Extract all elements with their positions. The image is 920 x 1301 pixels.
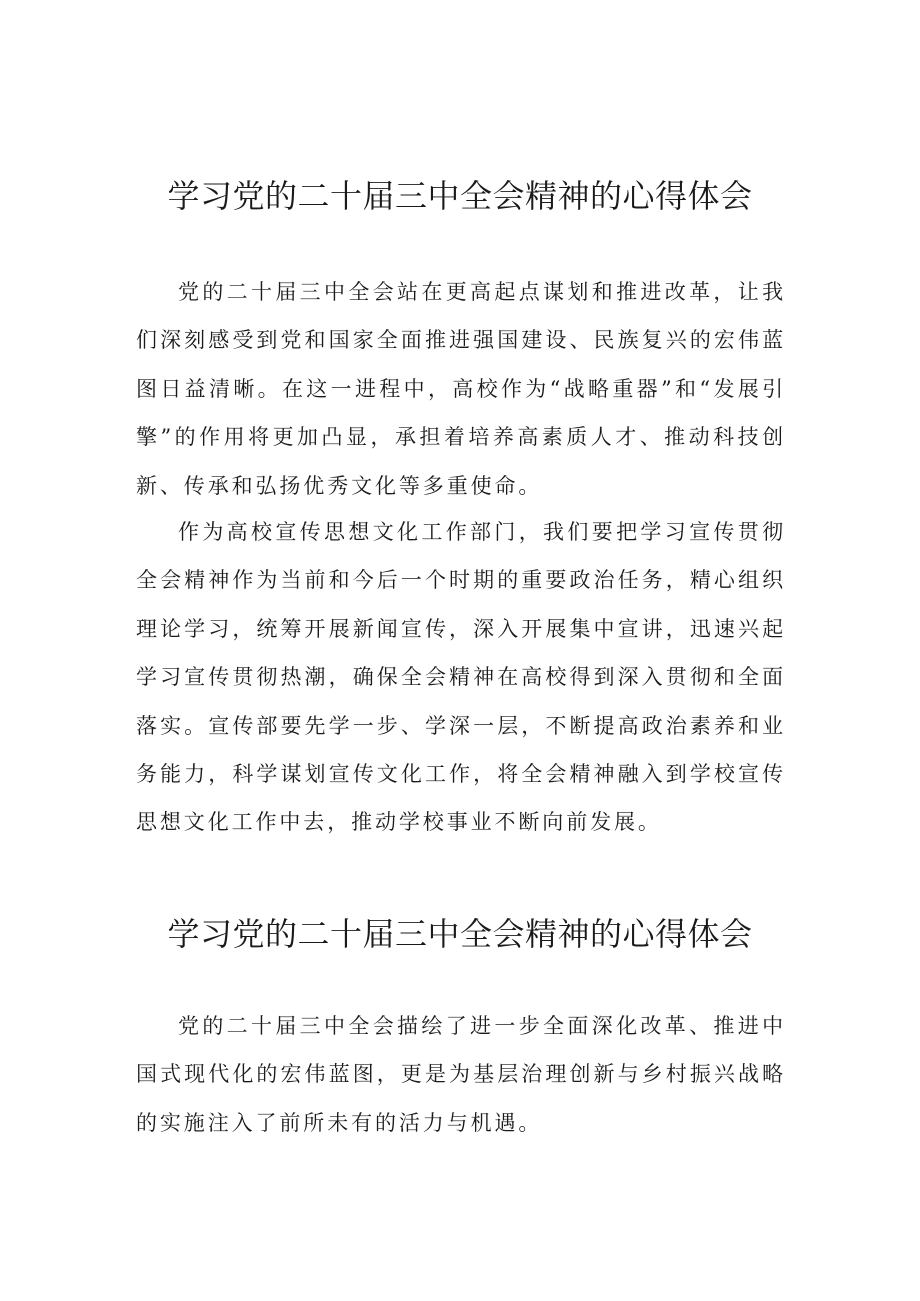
- section-1-paragraph-2: 作为高校宣传思想文化工作部门，我们要把学习宣传贯彻全会精神作为当前和今后一个时期的重要政治任务，精心组织理论学习，统筹开展新闻宣传，深入开展集中宣讲，迅速兴起学习宣传贯彻热潮，确保全会精神在高校得到深入贯彻和全面落实。宣传部要先学一步、学深一层，不断提高政治素养和业务能力，科学谋划宣传文化工作，将全会精神融入到学校宣传思想文化工作中去，推动学校事业不断向前发展。: [136, 520, 786, 835]
- section-1-paragraph-1: 党的二十届三中全会站在更高起点谋划和推进改革，让我们深刻感受到党和国家全面推进强国建设、民族复兴的宏伟蓝图日益清晰。在这一进程中，高校作为“战略重器”和“发展引擎”的作用将更加凸显，承担着培养高素质人才、推动科技创新、传承和弘扬优秀文化等多重使命。: [136, 280, 786, 498]
- section-2-title: 学习党的二十届三中全会精神的心得体会: [167, 915, 753, 953]
- section-2-paragraph-1: 党的二十届三中全会描绘了进一步全面深化改革、推进中国式现代化的宏伟蓝图，更是为基层治理创新与乡村振兴战略的实施注入了前所未有的活力与机遇。: [136, 1014, 786, 1135]
- section-1-title: 学习党的二十届三中全会精神的心得体会: [167, 177, 753, 215]
